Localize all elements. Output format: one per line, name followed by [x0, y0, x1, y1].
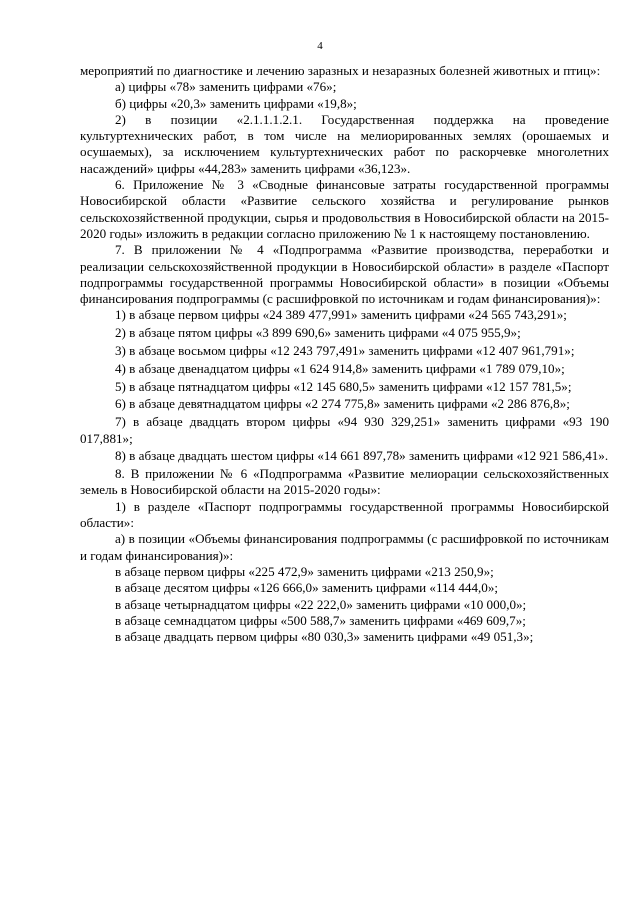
item-8-1-a: а) в позиции «Объемы финансирования подпрограммы (с расшифровкой по источникам и годам финансирования)»: [80, 531, 609, 563]
sub-item-2: в абзаце десятом цифры «126 666,0» заменить цифрами «114 444,0»; [115, 580, 499, 596]
sub-item-5: в абзаце двадцать первом цифры «80 030,3» заменить цифрами «49 051,3»; [115, 629, 534, 645]
document-body [80, 63, 609, 645]
paragraph-7: 7. В приложении № 4 «Подпрограмма «Развитие производства, переработки и реализации сельскохозяйственной продукции в Новосибирской области» в разделе «Паспорт подпрограммы государственной программы Новосибирской области» в позиции «Объемы финансирования подпрограммы (с расшифровкой по источникам и годам финансирования)»: [80, 242, 609, 307]
item-7-6: 6) в абзаце девятнадцатом цифры «2 274 775,8» заменить цифрами «2 286 876,8»; [115, 396, 570, 412]
paragraph-cont: мероприятий по диагностике и лечению заразных и незаразных болезней животных и птиц»: [80, 63, 601, 78]
paragraph-8: 8. В приложении № 6 «Подпрограмма «Развитие мелиорации сельскохозяйственных земель в Новосибирской области на 2015-2020 годы»: [80, 466, 609, 498]
item-7-5: 5) в абзаце пятнадцатом цифры «12 145 680,5» заменить цифрами «12 157 781,5»; [115, 378, 572, 394]
item-8-1: 1) в разделе «Паспорт подпрограммы государственной программы Новосибирской области»: [80, 498, 609, 531]
page-number: 4 [317, 40, 323, 52]
paragraph-6: 6. Приложение № 3 «Сводные финансовые затраты государственной программы Новосибирской области «Развитие сельского хозяйства и регулирование рынков сельскохозяйственной продукции, сырья и продовольствия в Новосибирской области на 2015-2020 годы» изложить в редакции согласно приложению № 1 к настоящему постановлению. [80, 177, 609, 241]
list-item-b: б) цифры «20,3» заменить цифрами «19,8»; [115, 95, 357, 111]
item-7-2: 2) в абзаце пятом цифры «3 899 690,6» заменить цифрами «4 075 955,9»; [115, 325, 521, 341]
item-7-3: 3) в абзаце восьмом цифры «12 243 797,491» заменить цифрами «12 407 961,791»; [115, 343, 575, 359]
item-7-1: 1) в абзаце первом цифры «24 389 477,991» заменить цифрами «24 565 743,291»; [115, 307, 567, 323]
sub-item-1: в абзаце первом цифры «225 472,9» заменить цифрами «213 250,9»; [115, 563, 494, 579]
sub-item-4: в абзаце семнадцатом цифры «500 588,7» заменить цифрами «469 609,7»; [115, 612, 526, 628]
item-7-4: 4) в абзаце двенадцатом цифры «1 624 914,8» заменить цифрами «1 789 079,10»; [115, 360, 565, 376]
list-item-2: 2) в позиции «2.1.1.1.2.1. Государственная поддержка на проведение культуртехнических работ, в том числе на мелиорированных землях (орошаемых и осушаемых), за исключением культуртехнических работ по раскорчевке многолетних насаждений» цифры «44,283» заменить цифрами «36,123». [80, 111, 609, 176]
sub-item-3: в абзаце четырнадцатом цифры «22 222,0» заменить цифрами «10 000,0»; [115, 596, 527, 612]
item-7-8: 8) в абзаце двадцать шестом цифры «14 661 897,78» заменить цифрами «12 921 586,41». [115, 448, 609, 464]
item-7-7: 7) в абзаце двадцать втором цифры «94 930 329,251» заменить цифрами «93 190 017,881»; [80, 414, 609, 446]
list-item-a: а) цифры «78» заменить цифрами «76»; [115, 79, 337, 95]
